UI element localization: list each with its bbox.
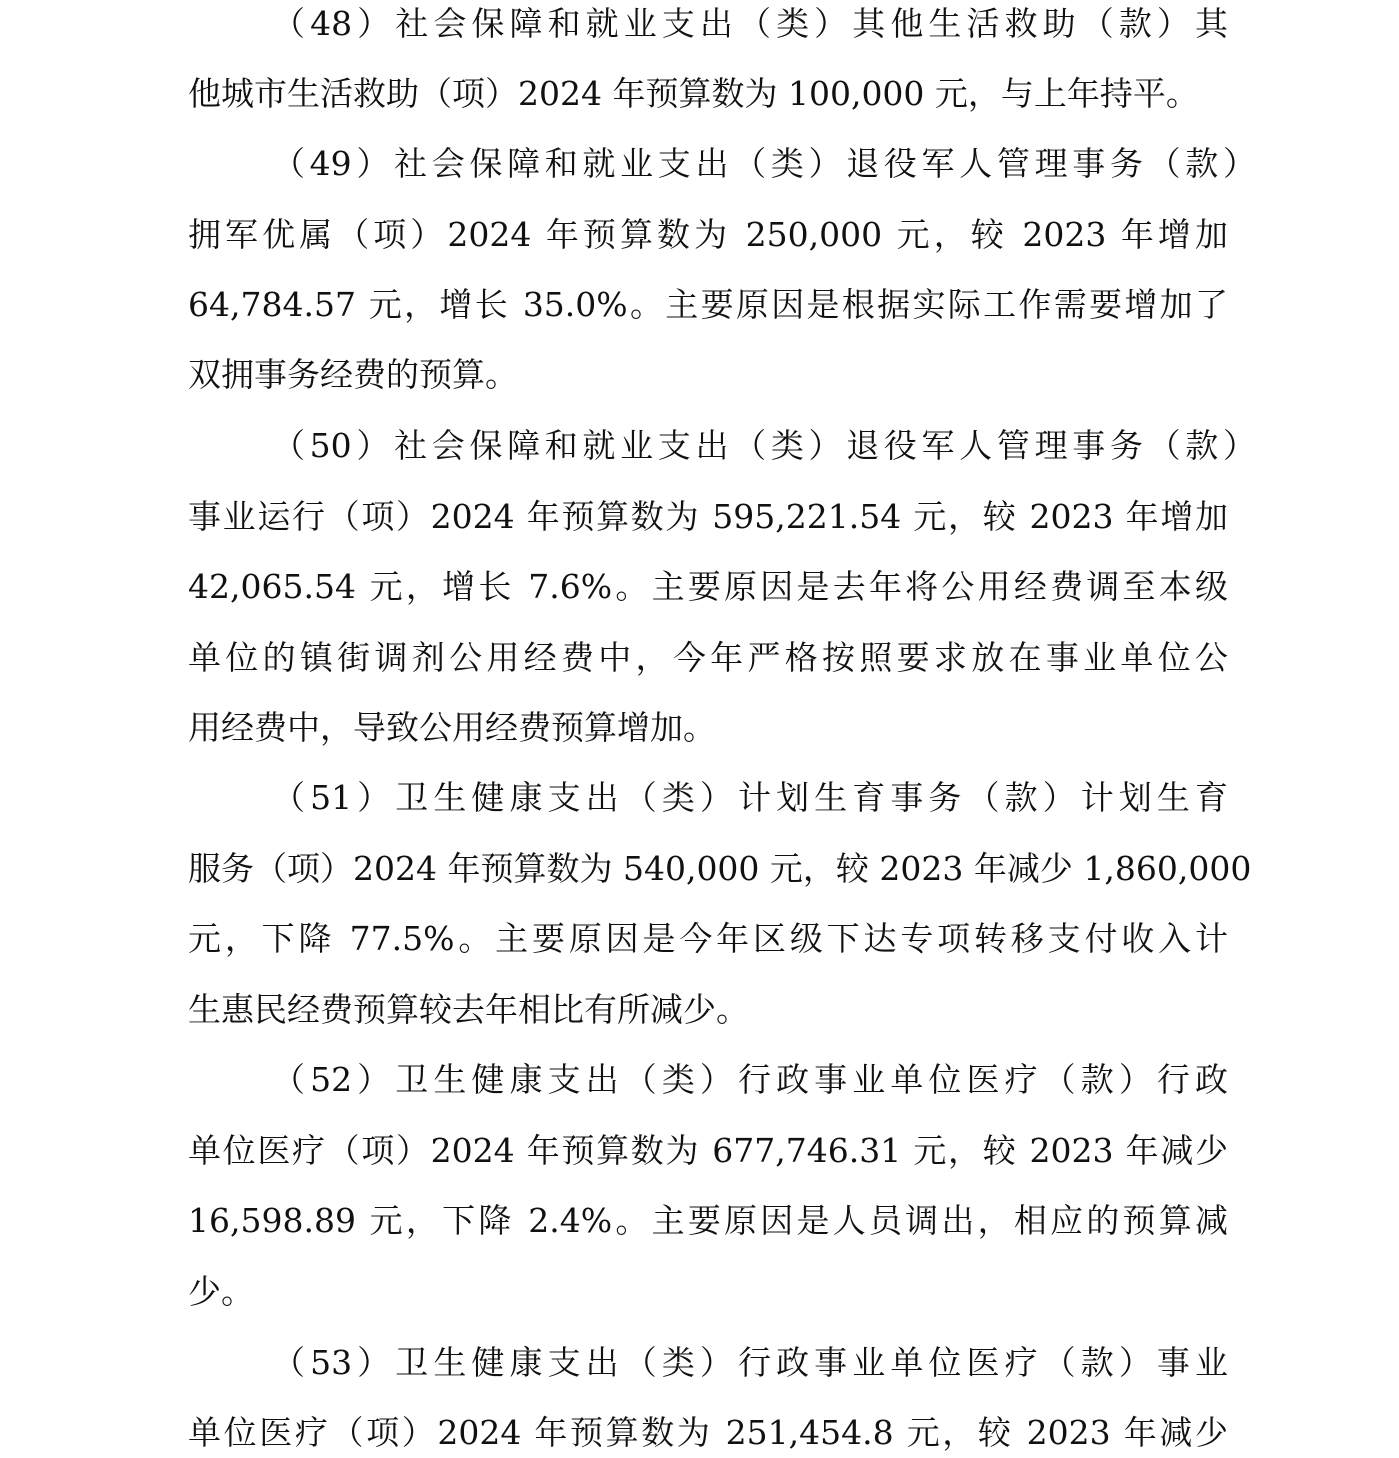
paragraph-line: 单位的镇街调剂公用经费中，今年严格按照要求放在事业单位公 (188, 638, 1228, 677)
paragraph-line: 他城市生活救助（项）2024 年预算数为 100,000 元，与上年持平。 (188, 74, 1199, 113)
paragraph-line: （51）卫生健康支出（类）计划生育事务（款）计划生育 (272, 778, 1228, 817)
paragraph-line: （50）社会保障和就业支出（类）退役军人管理事务（款） (272, 426, 1256, 465)
paragraph-line: 用经费中，导致公用经费预算增加。 (188, 708, 716, 747)
paragraph-line: （48）社会保障和就业支出（类）其他生活救助（款）其 (272, 4, 1228, 43)
paragraph-line: 单位医疗（项）2024 年预算数为 677,746.31 元，较 2023 年减少 (188, 1131, 1228, 1170)
paragraph-line: 服务（项）2024 年预算数为 540,000 元，较 2023 年减少 1,860,000 (188, 849, 1252, 888)
paragraph-line: 16,598.89 元，下降 2.4%。主要原因是人员调出，相应的预算减 (188, 1201, 1228, 1240)
paragraph-line: （49）社会保障和就业支出（类）退役军人管理事务（款） (272, 144, 1256, 183)
paragraph-line: 元，下降 77.5%。主要原因是今年区级下达专项转移支付收入计 (188, 919, 1228, 958)
paragraph-line: 单位医疗（项）2024 年预算数为 251,454.8 元，较 2023 年减少 (188, 1413, 1228, 1452)
paragraph-line: 拥军优属（项）2024 年预算数为 250,000 元，较 2023 年增加 (188, 215, 1228, 254)
paragraph-line: 42,065.54 元，增长 7.6%。主要原因是去年将公用经费调至本级 (188, 567, 1228, 606)
paragraph-line: 生惠民经费预算较去年相比有所减少。 (188, 990, 749, 1029)
paragraph-line: （53）卫生健康支出（类）行政事业单位医疗（款）事业 (272, 1343, 1228, 1382)
paragraph-line: 事业运行（项）2024 年预算数为 595,221.54 元，较 2023 年增加 (188, 497, 1228, 536)
paragraph-line: 少。 (188, 1272, 254, 1311)
paragraph-line: （52）卫生健康支出（类）行政事业单位医疗（款）行政 (272, 1060, 1228, 1099)
paragraph-line: 64,784.57 元，增长 35.0%。主要原因是根据实际工作需要增加了 (188, 285, 1228, 324)
paragraph-line: 双拥事务经费的预算。 (188, 355, 518, 394)
